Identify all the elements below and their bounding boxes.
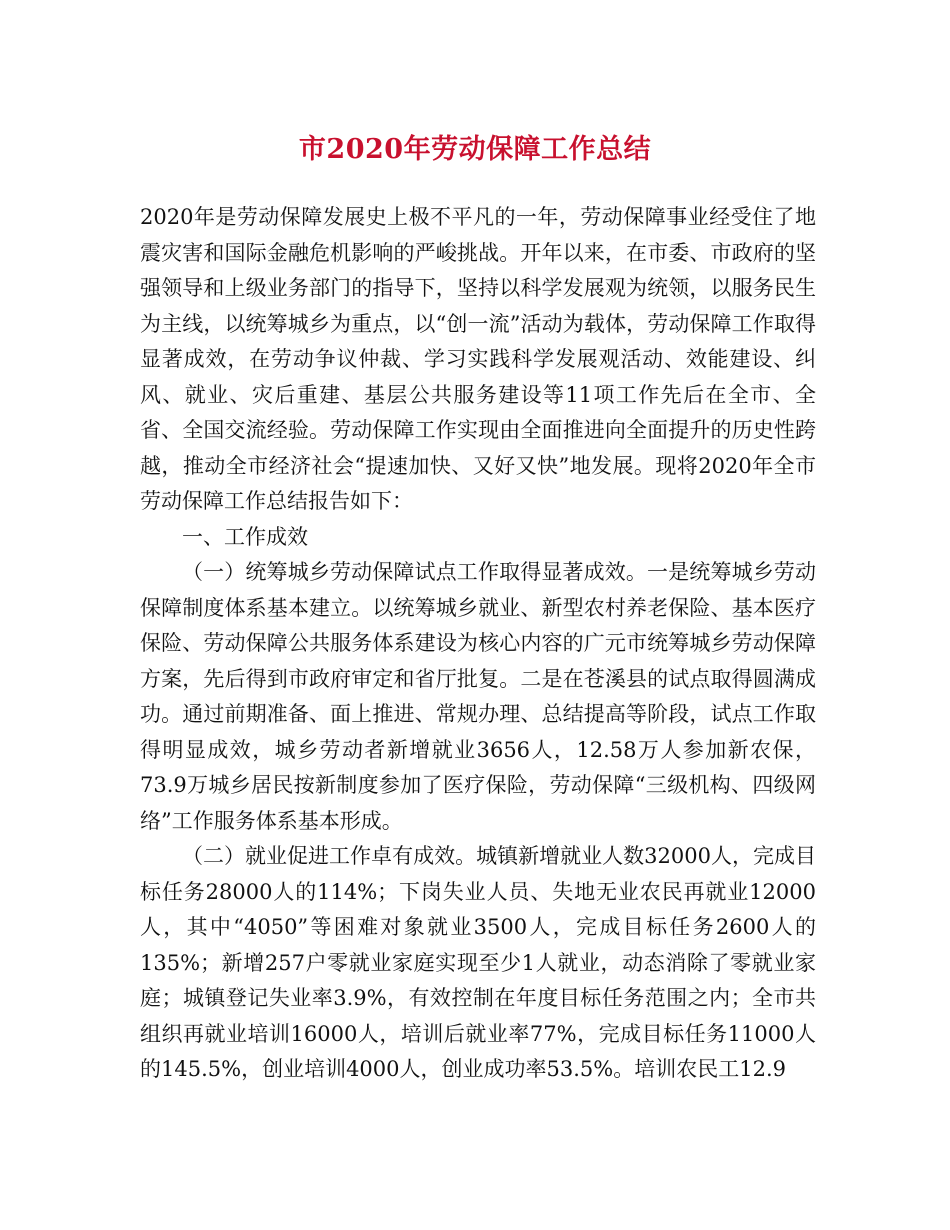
body-paragraph: （二）就业促进工作卓有成效。城镇新增就业人数32000人，完成目标任务28000人的114%；下岗失业人员、失地无业农民再就业12000人，其中“4050”等困难对象就业3500人，完成目标任务2600人的135%；新增257户零就业家庭实现至少1人就业，动态消除了零就业家庭；城镇登记失业率3.9%，有效控制在年度目标任务范围之内；全市共组织再就业培训16000人，培训后就业率77%，完成目标任务11000人的145.5%，创业培训4000人，创业成功率53.5%。培训农民工12.9 xyxy=(140,844,816,1081)
section-heading: 一、工作成效 xyxy=(182,524,308,549)
body-paragraph: （一）统筹城乡劳动保障试点工作取得显著成效。一是统筹城乡劳动保障制度体系基本建立。以统筹城乡就业、新型农村养老保险、基本医疗保险、劳动保障公共服务体系建设为核心内容的广元市统筹城乡劳动保障方案，先后得到市政府审定和省厅批复。二是在苍溪县的试点取得圆满成功。通过前期准备、面上推进、常规办理、总结提高等阶段，试点工作取得明显成效，城乡劳动者新增就业3656人，12.58万人参加新农保，73.9万城乡居民按新制度参加了医疗保险，劳动保障“三级机构、四级网络”工作服务体系基本形成。 xyxy=(140,560,816,833)
intro-paragraph: 2020年是劳动保障发展史上极不平凡的一年，劳动保障事业经受住了地震灾害和国际金融危机影响的严峻挑战。开年以来，在市委、市政府的坚强领导和上级业务部门的指导下，坚持以科学发展观为统领，以服务民生为主线，以统筹城乡为重点，以“创一流”活动为载体，劳动保障工作取得显著成效，在劳动争议仲裁、学习实践科学发展观活动、效能建设、纠风、就业、灾后重建、基层公共服务建设等11项工作先后在全市、全省、全国交流经验。劳动保障工作实现由全面推进向全面提升的历史性跨越，推动全市经济社会“提速加快、又好又快”地发展。现将2020年全市劳动保障工作总结报告如下： xyxy=(140,205,816,513)
document-title: 市2020年劳动保障工作总结 xyxy=(298,134,652,165)
document-body xyxy=(140,200,816,1088)
